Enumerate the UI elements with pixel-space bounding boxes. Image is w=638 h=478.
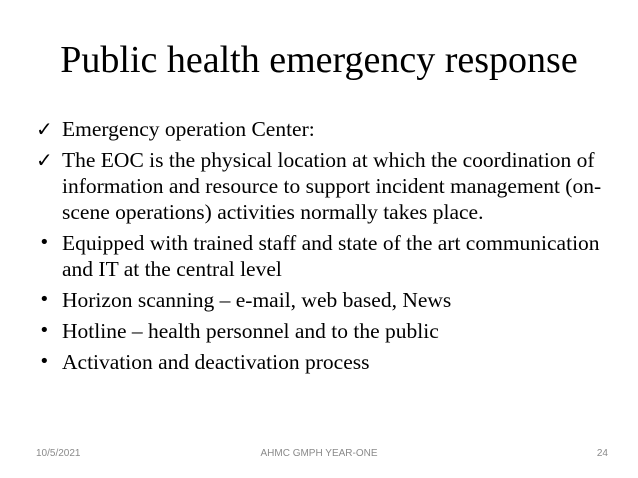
bullet-dot-icon: •	[39, 232, 50, 253]
bullet-text: Emergency operation Center:	[62, 117, 315, 141]
list-item	[36, 318, 616, 344]
checkmark-icon: ✓	[36, 117, 53, 141]
bullet-dot-icon: •	[39, 351, 50, 372]
list-item	[36, 349, 616, 375]
bullet-list	[36, 116, 616, 380]
footer-center-text: AHMC GMPH YEAR-ONE	[260, 448, 378, 459]
bullet-dot-icon: •	[39, 320, 50, 341]
bullet-text: Hotline – health personnel and to the public	[62, 319, 439, 343]
bullet-text: Equipped with trained staff and state of the art communication and IT at the central level	[62, 231, 600, 281]
list-item	[36, 116, 616, 142]
footer-page-number: 24	[596, 448, 608, 459]
checkmark-icon: ✓	[36, 148, 53, 172]
slide-title: Public health emergency response	[60, 39, 578, 81]
list-item	[36, 287, 616, 313]
bullet-text: Activation and deactivation process	[62, 350, 370, 374]
list-item	[36, 230, 616, 282]
list-item	[36, 147, 616, 225]
footer-date: 10/5/2021	[36, 448, 81, 459]
bullet-text: The EOC is the physical location at which the coordination of information and resource to support incident management (on-scene operations) activities normally takes place.	[62, 148, 602, 224]
bullet-dot-icon: •	[39, 289, 50, 310]
bullet-text: Horizon scanning – e-mail, web based, News	[62, 288, 452, 312]
